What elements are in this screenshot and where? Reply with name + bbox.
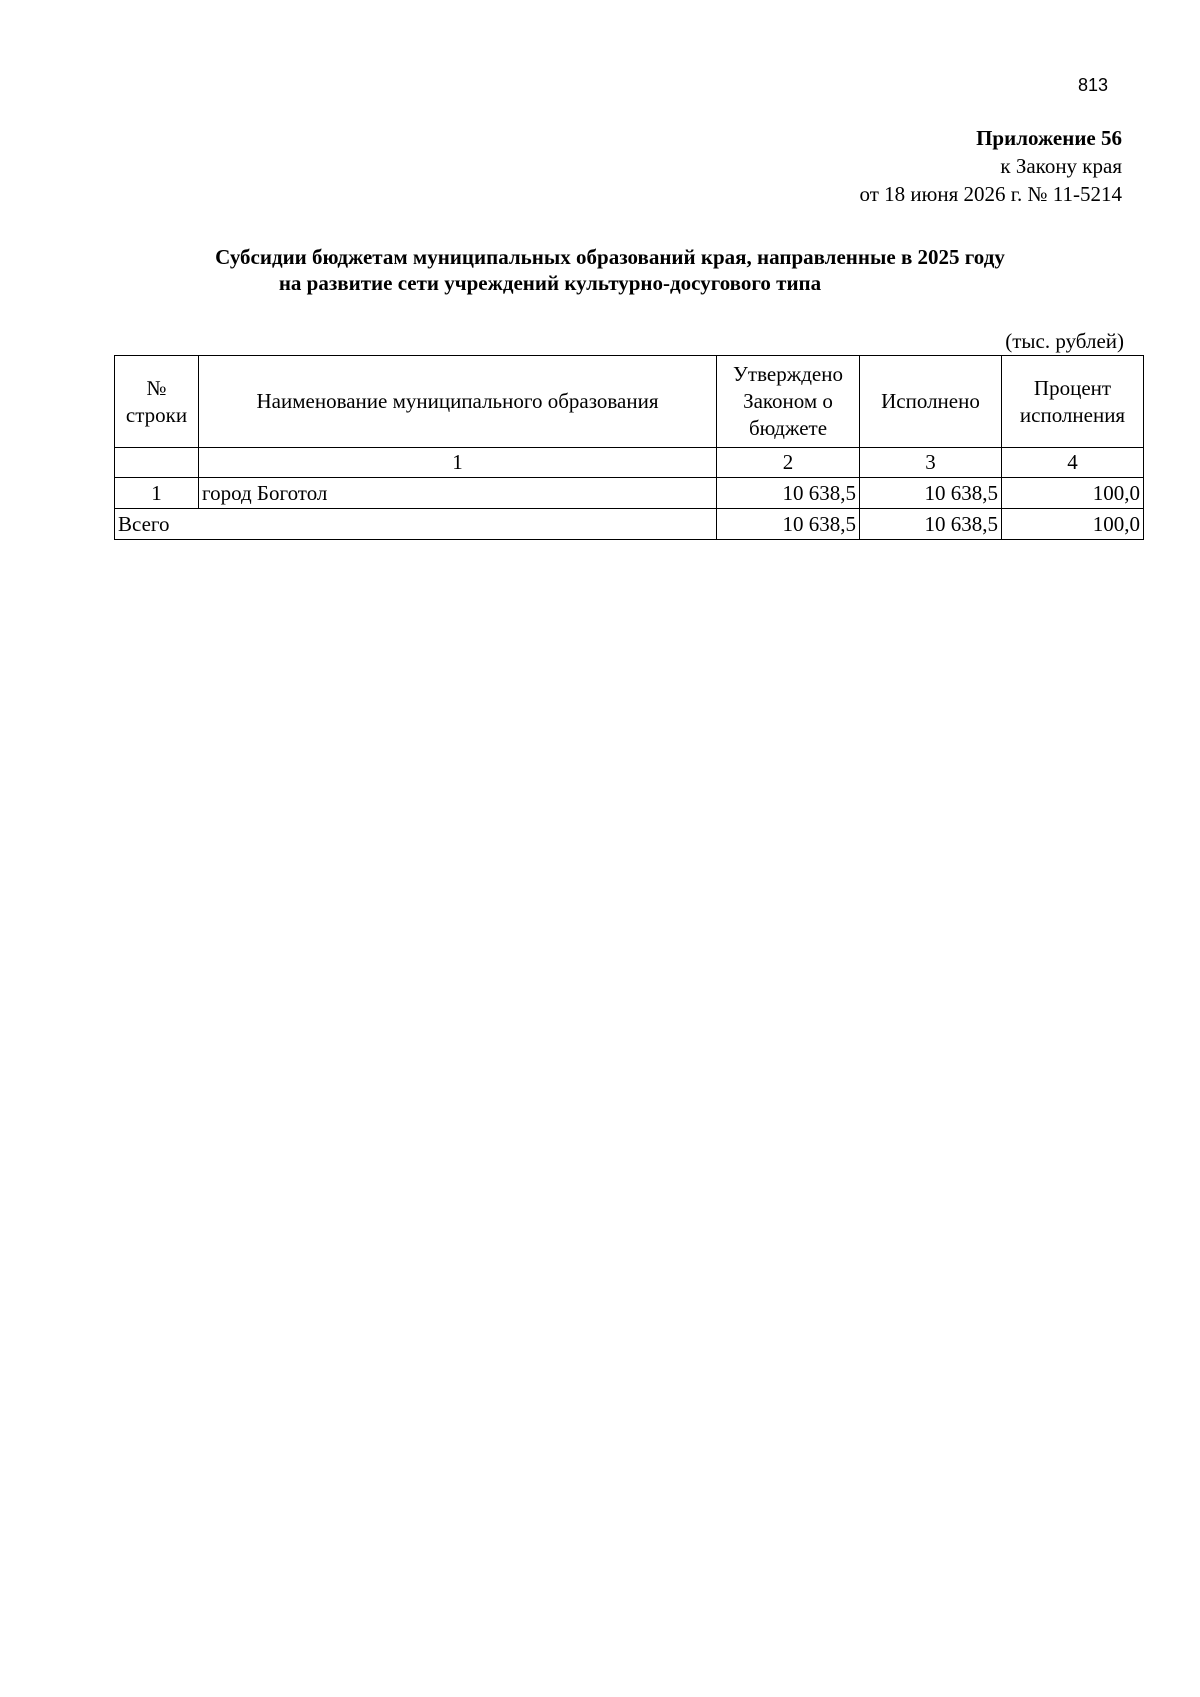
total-row (115, 509, 1144, 540)
document-title-line-1: Субсидии бюджетам муниципальных образований края, направленные в 2025 году (215, 245, 1005, 269)
header-approved (717, 356, 860, 448)
column-number-cell (115, 448, 199, 478)
table-header-row (115, 356, 1144, 448)
column-number-cell: 1 (199, 448, 717, 478)
appendix-law-date: от 18 июня 2026 г. № 11-5214 (859, 182, 1122, 206)
total-executed-cell: 10 638,5 (860, 509, 1002, 540)
column-numbers-row (115, 448, 1144, 478)
appendix-header (860, 124, 1122, 208)
units-label: (тыс. рублей) (1005, 329, 1124, 353)
column-number-cell: 2 (717, 448, 860, 478)
header-row-number-line-1: № (146, 375, 167, 400)
document-title-line-2: на развитие сети учреждений культурно-досугового типа (278, 271, 822, 295)
header-percent (1002, 356, 1144, 448)
header-municipality-name: Наименование муниципального образования (199, 356, 717, 448)
document-title (120, 244, 1100, 296)
header-percent-line-2: исполнения (1019, 402, 1126, 427)
total-approved-cell: 10 638,5 (717, 509, 860, 540)
approved-cell: 10 638,5 (717, 478, 860, 509)
header-approved-line-3: бюджете (748, 416, 828, 440)
subsidies-table (114, 355, 1144, 540)
row-number-cell: 1 (115, 478, 199, 509)
appendix-title: Приложение 56 (976, 126, 1122, 150)
total-percent-cell: 100,0 (1002, 509, 1144, 540)
executed-cell: 10 638,5 (860, 478, 1002, 509)
column-number-cell: 4 (1002, 448, 1144, 478)
appendix-law-reference: к Закону края (1000, 154, 1122, 178)
total-label-cell: Всего (115, 509, 717, 540)
table-row (115, 478, 1144, 509)
column-number-cell: 3 (860, 448, 1002, 478)
header-row-number-line-2: строки (125, 402, 188, 427)
header-approved-line-2: Законом о (743, 389, 833, 413)
page-number: 813 (1077, 75, 1108, 95)
header-row-number (115, 356, 199, 448)
header-executed: Исполнено (860, 356, 1002, 448)
header-approved-line-1: Утверждено (733, 362, 843, 386)
percent-cell: 100,0 (1002, 478, 1144, 509)
header-percent-line-1: Процент (1033, 375, 1112, 400)
municipality-name-cell: город Боготол (199, 478, 717, 509)
